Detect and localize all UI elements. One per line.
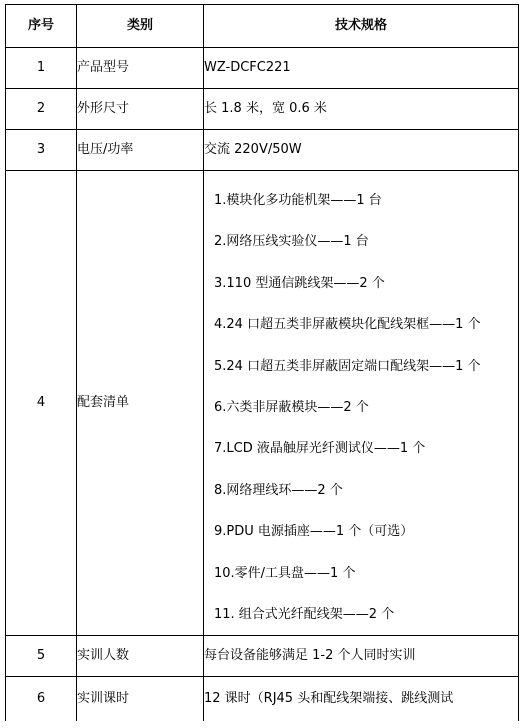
list-item: 9.PDU 电源插座——1 个（可选） bbox=[214, 524, 414, 540]
row-spec: WZ-DCFC221 bbox=[204, 48, 519, 89]
table-header-row bbox=[6, 5, 519, 48]
row-no: 6 bbox=[6, 677, 77, 722]
header-category: 类别 bbox=[77, 5, 204, 48]
row-no: 1 bbox=[6, 48, 77, 89]
row-category: 实训人数 bbox=[77, 636, 204, 677]
row-category: 配套清单 bbox=[77, 171, 204, 636]
list-item: 2.网络压线实验仪——1 台 bbox=[214, 234, 369, 250]
row-spec-list bbox=[204, 171, 519, 636]
spec-table bbox=[5, 4, 519, 721]
row-category: 电压/功率 bbox=[77, 130, 204, 171]
table-row bbox=[6, 171, 519, 636]
list-item: 6.六类非屏蔽模块——2 个 bbox=[214, 399, 369, 415]
row-category: 实训课时 bbox=[77, 677, 204, 722]
list-item: 11. 组合式光纤配线架——2 个 bbox=[214, 606, 395, 622]
list-item: 5.24 口超五类非屏蔽固定端口配线架——1 个 bbox=[214, 358, 481, 374]
row-spec: 长 1.8 米，宽 0.6 米 bbox=[204, 89, 519, 130]
list-item: 4.24 口超五类非屏蔽模块化配线架框——1 个 bbox=[214, 317, 481, 333]
header-spec: 技术规格 bbox=[204, 5, 519, 48]
list-item: 10.零件/工具盘——1 个 bbox=[214, 565, 356, 581]
equipment-list bbox=[204, 171, 518, 635]
row-spec: 交流 220V/50W bbox=[204, 130, 519, 171]
row-category: 外形尺寸 bbox=[77, 89, 204, 130]
list-item: 3.110 型通信跳线架——2 个 bbox=[214, 275, 385, 291]
list-item: 7.LCD 液晶触屏光纤测试仪——1 个 bbox=[214, 441, 426, 457]
row-spec: 12 课时（RJ45 头和配线架端接、跳线测试 bbox=[204, 677, 519, 722]
table-row bbox=[6, 130, 519, 171]
header-no: 序号 bbox=[6, 5, 77, 48]
row-no: 5 bbox=[6, 636, 77, 677]
row-no: 3 bbox=[6, 130, 77, 171]
table-row bbox=[6, 48, 519, 89]
table-row bbox=[6, 89, 519, 130]
table-row bbox=[6, 636, 519, 677]
list-item: 8.网络理线环——2 个 bbox=[214, 482, 343, 498]
table-row bbox=[6, 677, 519, 722]
row-spec: 每台设备能够满足 1-2 个人同时实训 bbox=[204, 636, 519, 677]
row-no: 2 bbox=[6, 89, 77, 130]
row-no: 4 bbox=[6, 171, 77, 636]
row-category: 产品型号 bbox=[77, 48, 204, 89]
list-item: 1.模块化多功能机架——1 台 bbox=[214, 193, 382, 208]
